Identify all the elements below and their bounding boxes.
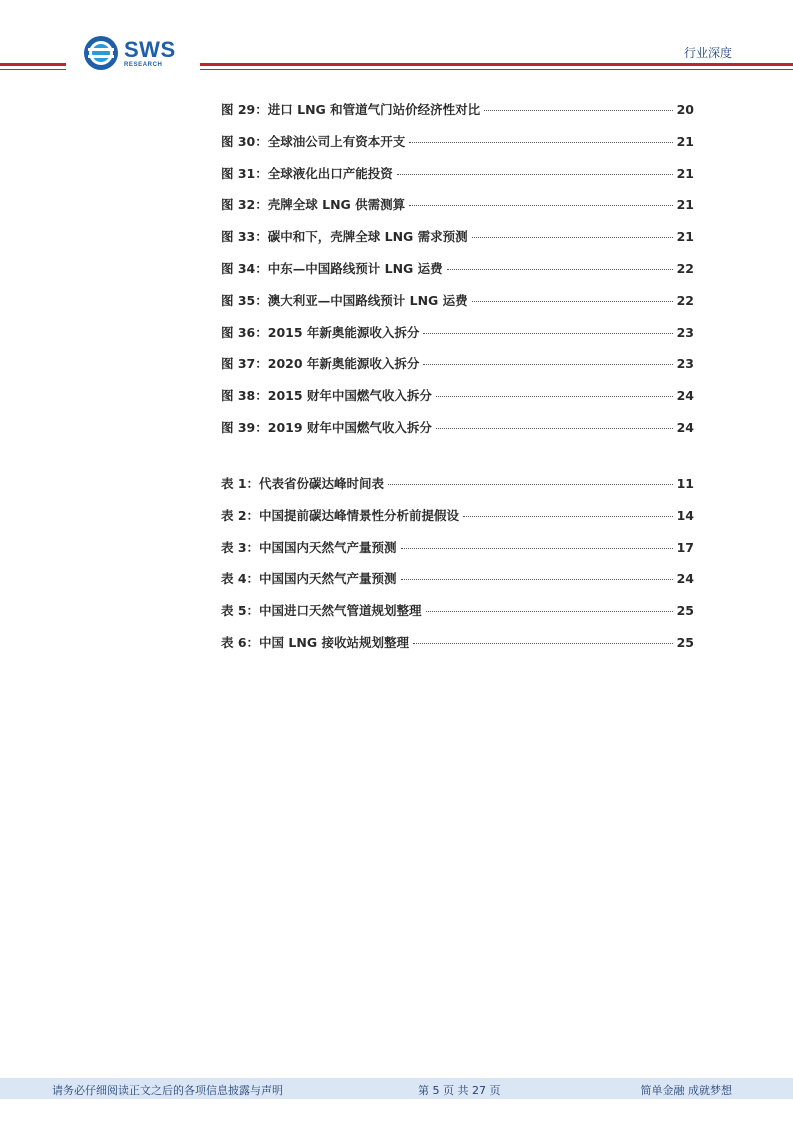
toc-entry[interactable] [221, 386, 694, 418]
toc-entry-label: 图 37：2020 年新奥能源收入拆分 [221, 356, 420, 372]
toc-entry-label: 表 2：中国提前碳达峰情景性分析前提假设 [221, 507, 460, 523]
toc-entry-label: 表 5：中国进口天然气管道规划整理 [221, 603, 422, 619]
toc-entry-page: 25 [676, 603, 694, 619]
toc-leader-dots [472, 237, 673, 238]
page-footer [0, 1078, 793, 1099]
toc-entry-page: 23 [676, 356, 694, 372]
toc-leader-dots [409, 142, 672, 143]
toc-entry[interactable] [221, 538, 694, 570]
toc-entry-label: 图 39：2019 财年中国燃气收入拆分 [221, 419, 432, 435]
toc-entry[interactable] [221, 227, 694, 259]
toc-leader-dots [413, 643, 673, 644]
figure-list [221, 100, 694, 450]
footer-slogan: 简单金融 成就梦想 [640, 1084, 732, 1097]
logo-subtext: RESEARCH [124, 61, 163, 68]
toc-entry-label: 表 4：中国国内天然气产量预测 [221, 571, 397, 587]
toc-entry-page: 20 [676, 102, 694, 117]
toc-entry[interactable] [221, 323, 694, 355]
sws-logo [82, 33, 176, 73]
toc-entry[interactable] [221, 195, 694, 227]
toc-entry-page: 23 [676, 324, 694, 340]
toc-entry[interactable] [221, 132, 694, 164]
toc-leader-dots [436, 396, 673, 397]
toc-entry[interactable] [221, 418, 694, 450]
toc-entry-page: 25 [676, 634, 694, 650]
toc-entry[interactable] [221, 164, 694, 196]
toc-leader-dots [397, 174, 673, 175]
toc-entry-label: 图 33：碳中和下，壳牌全球 LNG 需求预测 [221, 229, 468, 245]
toc-entry-page: 22 [676, 260, 694, 276]
toc-entry[interactable] [221, 100, 694, 132]
toc-leader-dots [463, 516, 673, 517]
toc-entry-page: 24 [676, 419, 694, 435]
toc-entry-label: 图 35：澳大利亚—中国路线预计 LNG 运费 [221, 292, 468, 308]
toc-entry-label: 图 32：壳牌全球 LNG 供需测算 [221, 197, 406, 213]
toc-entry[interactable] [221, 633, 694, 665]
toc-entry-label: 表 1：代表省份碳达峰时间表 [221, 476, 385, 491]
footer-disclaimer: 请务必仔细阅读正文之后的各项信息披露与声明 [52, 1084, 283, 1097]
toc-entry-label: 图 31：全球液化出口产能投资 [221, 165, 393, 181]
report-category: 行业深度 [683, 46, 732, 60]
toc-entry-label: 图 34：中东—中国路线预计 LNG 运费 [221, 260, 443, 276]
toc-entry-label: 图 29：进口 LNG 和管道气门站价经济性对比 [221, 102, 481, 117]
toc-entry-label: 图 38：2015 财年中国燃气收入拆分 [221, 388, 432, 404]
toc-entry-page: 21 [676, 133, 694, 149]
toc-entry-label: 图 36：2015 年新奥能源收入拆分 [221, 324, 420, 340]
toc-leader-dots [401, 548, 673, 549]
toc-entry-page: 14 [676, 507, 694, 523]
toc-entry[interactable] [221, 506, 694, 538]
footer-page-info: 第 5 页 共 27 页 [418, 1084, 501, 1097]
toc-entry-label: 表 3：中国国内天然气产量预测 [221, 539, 397, 555]
toc-entry[interactable] [221, 474, 694, 506]
toc-entry[interactable] [221, 291, 694, 323]
toc-entry-page: 24 [676, 388, 694, 404]
toc-leader-dots [447, 269, 673, 270]
toc-entry-page: 21 [676, 165, 694, 181]
sws-globe-icon [82, 34, 120, 72]
toc-entry-label: 表 6：中国 LNG 接收站规划整理 [221, 634, 409, 650]
header-rule [200, 63, 793, 66]
toc-leader-dots [436, 428, 673, 429]
header-rule-thin [0, 69, 66, 70]
toc-entry-page: 21 [676, 229, 694, 245]
toc-entry-page: 24 [676, 571, 694, 587]
header-rule-thin [200, 69, 793, 70]
logo-text: SWS [124, 36, 176, 62]
toc-leader-dots [401, 579, 673, 580]
header-rule [0, 63, 66, 66]
toc-entry[interactable] [221, 569, 694, 601]
toc-entry-page: 22 [676, 292, 694, 308]
toc-leader-dots [388, 484, 673, 485]
toc-entry-page: 11 [676, 476, 694, 491]
toc-entry[interactable] [221, 354, 694, 386]
toc-leader-dots [472, 301, 673, 302]
toc-entry[interactable] [221, 601, 694, 633]
toc-leader-dots [423, 364, 672, 365]
table-list [221, 474, 694, 665]
toc-entry-page: 17 [676, 539, 694, 555]
toc-leader-dots [484, 110, 672, 111]
toc-entry-page: 21 [676, 197, 694, 213]
toc-leader-dots [426, 611, 673, 612]
toc-entry[interactable] [221, 259, 694, 291]
toc-leader-dots [423, 333, 672, 334]
toc-entry-label: 图 30：全球油公司上有资本开支 [221, 133, 406, 149]
toc-leader-dots [409, 205, 672, 206]
